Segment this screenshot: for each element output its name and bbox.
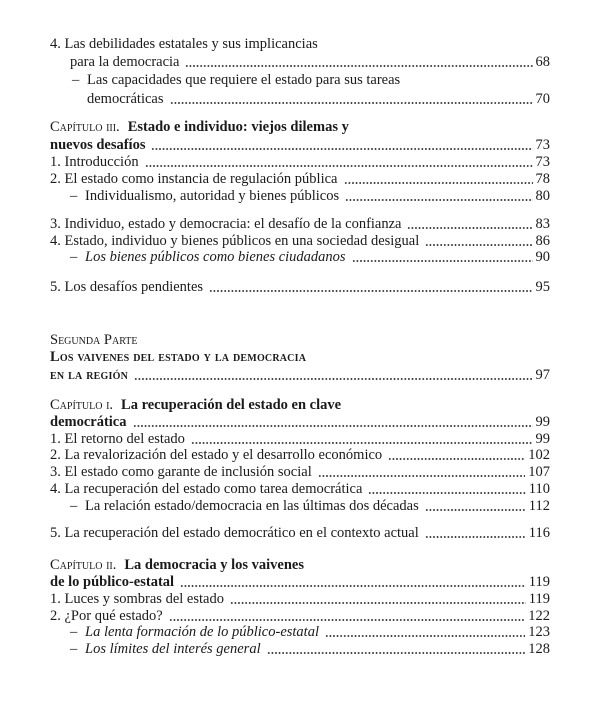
part-label xyxy=(50,332,137,349)
toc-entry[interactable] xyxy=(50,447,550,464)
entry-title: 3. El estado como garante de inclusión social xyxy=(50,464,312,480)
chapter-heading[interactable] xyxy=(50,137,550,154)
dot-leader xyxy=(344,181,533,185)
chapter-title: Estado e individuo: viejos dilemas y xyxy=(127,119,349,135)
entry-title: para la democracia xyxy=(70,54,180,70)
page-number: 119 xyxy=(528,591,550,607)
toc-entry[interactable] xyxy=(50,216,550,233)
chapter-title: nuevos desafíos xyxy=(50,137,146,153)
page-number: 102 xyxy=(528,447,550,463)
dot-leader xyxy=(151,147,532,151)
dot-leader xyxy=(170,101,533,105)
page-number: 107 xyxy=(528,464,550,480)
entry-title: Individualismo, autoridad y bienes públicos xyxy=(85,188,340,204)
dot-leader xyxy=(318,474,526,478)
chapter-title: democrática xyxy=(50,414,127,430)
chapter-label: Capítulo ii. xyxy=(50,557,117,573)
entry-title: 2. La revalorización del estado y el desarrollo económico xyxy=(50,447,383,463)
entry-title: 4. Estado, individuo y bienes públicos en una sociedad desigual xyxy=(50,233,420,249)
toc-subentry[interactable] xyxy=(70,624,550,641)
dot-leader xyxy=(425,535,526,539)
toc-entry[interactable] xyxy=(50,233,550,250)
chapter-label: Capítulo i. xyxy=(50,397,114,413)
page-number: 73 xyxy=(535,137,550,153)
entry-title: 2. El estado como instancia de regulación pública xyxy=(50,171,338,187)
entry-title: 4. Las debilidades estatales y sus implicancias xyxy=(50,36,318,52)
dot-leader xyxy=(425,508,526,512)
dot-leader xyxy=(145,164,533,168)
dot-leader xyxy=(180,584,526,588)
chapter-title: La recuperación del estado en clave xyxy=(121,397,342,413)
toc-subentry[interactable] xyxy=(70,641,550,658)
dash-bullet: – xyxy=(70,188,78,204)
entry-title: 1. El retorno del estado xyxy=(50,431,185,447)
toc-entry[interactable] xyxy=(50,608,550,625)
page-number: 128 xyxy=(528,641,550,657)
chapter-heading xyxy=(50,119,349,136)
page-number: 83 xyxy=(535,216,550,232)
dot-leader xyxy=(345,198,532,202)
chapter-heading xyxy=(50,557,304,574)
page-number: 80 xyxy=(535,188,550,204)
chapter-heading[interactable] xyxy=(50,414,550,431)
dash-bullet: – xyxy=(72,72,80,88)
toc-entry[interactable] xyxy=(50,431,550,448)
entry-title: Los límites del interés general xyxy=(85,641,261,657)
entry-title: Los bienes públicos como bienes ciudadanos xyxy=(85,249,346,265)
chapter-label: Capítulo iii. xyxy=(50,119,120,135)
part-title xyxy=(50,349,306,366)
page-number: 99 xyxy=(535,431,550,447)
toc-subentry[interactable] xyxy=(70,188,550,205)
part-title[interactable] xyxy=(50,367,550,384)
dot-leader xyxy=(230,601,526,605)
chapter-title: de lo público-estatal xyxy=(50,574,175,590)
page-number: 86 xyxy=(535,233,550,249)
dot-leader xyxy=(185,64,532,68)
toc-subentry[interactable] xyxy=(70,498,550,515)
dot-leader xyxy=(169,618,526,622)
page-number: 78 xyxy=(535,171,550,187)
page-number: 116 xyxy=(528,525,550,541)
toc-entry[interactable] xyxy=(70,54,550,71)
entry-title: 4. La recuperación del estado como tarea democrática xyxy=(50,481,363,497)
dash-bullet: – xyxy=(70,624,78,640)
entry-title: 1. Luces y sombras del estado xyxy=(50,591,224,607)
chapter-title: La democracia y los vaivenes xyxy=(124,557,304,573)
toc-entry[interactable] xyxy=(50,154,550,171)
entry-title: 3. Individuo, estado y democracia: el desafío de la confianza xyxy=(50,216,402,232)
page-number: 119 xyxy=(528,574,550,590)
dot-leader xyxy=(134,377,533,381)
dot-leader xyxy=(209,289,532,293)
toc-subentry[interactable] xyxy=(70,249,550,266)
dot-leader xyxy=(133,424,533,428)
toc-subentry xyxy=(72,72,400,89)
entry-title: La lenta formación de lo público-estatal xyxy=(85,624,319,640)
page-number: 73 xyxy=(535,154,550,170)
entry-title: La relación estado/democracia en las últimas dos décadas xyxy=(85,498,419,514)
dot-leader xyxy=(325,634,525,638)
dot-leader xyxy=(407,226,532,230)
page-number: 90 xyxy=(535,249,550,265)
page-number: 122 xyxy=(528,608,550,624)
part-title-text: en la región xyxy=(50,367,128,383)
toc-entry[interactable] xyxy=(50,481,550,498)
toc-entry[interactable] xyxy=(50,464,550,481)
toc-subentry[interactable] xyxy=(87,91,550,108)
toc-entry[interactable] xyxy=(50,279,550,296)
toc-entry[interactable] xyxy=(50,591,550,608)
entry-title: 5. Los desafíos pendientes xyxy=(50,279,204,295)
entry-title: 5. La recuperación del estado democrático en el contexto actual xyxy=(50,525,419,541)
dot-leader xyxy=(425,243,532,247)
entry-title: Las capacidades que requiere el estado para sus tareas xyxy=(87,72,401,88)
part-number: Segunda Parte xyxy=(50,332,138,348)
entry-title: 1. Introducción xyxy=(50,154,139,170)
page-number: 99 xyxy=(535,414,550,430)
chapter-heading[interactable] xyxy=(50,574,550,591)
toc-entry[interactable] xyxy=(50,525,550,542)
page-number: 110 xyxy=(528,481,550,497)
dot-leader xyxy=(191,441,533,445)
dash-bullet: – xyxy=(70,641,78,657)
dot-leader xyxy=(267,651,526,655)
entry-title: 2. ¿Por qué estado? xyxy=(50,608,163,624)
toc-entry[interactable] xyxy=(50,171,550,188)
page-number: 95 xyxy=(535,279,550,295)
entry-title: democráticas xyxy=(87,91,164,107)
page-number: 70 xyxy=(535,91,550,107)
dot-leader xyxy=(352,259,533,263)
part-title-text: Los vaivenes del estado y la democracia xyxy=(50,349,307,365)
page-number: 68 xyxy=(535,54,550,70)
dash-bullet: – xyxy=(70,249,78,265)
dot-leader xyxy=(388,457,525,461)
page-number: 123 xyxy=(528,624,550,640)
chapter-heading xyxy=(50,397,341,414)
dash-bullet: – xyxy=(70,498,78,514)
page-number: 112 xyxy=(528,498,550,514)
toc-entry xyxy=(50,36,318,53)
page-number: 97 xyxy=(535,367,550,383)
dot-leader xyxy=(368,491,525,495)
